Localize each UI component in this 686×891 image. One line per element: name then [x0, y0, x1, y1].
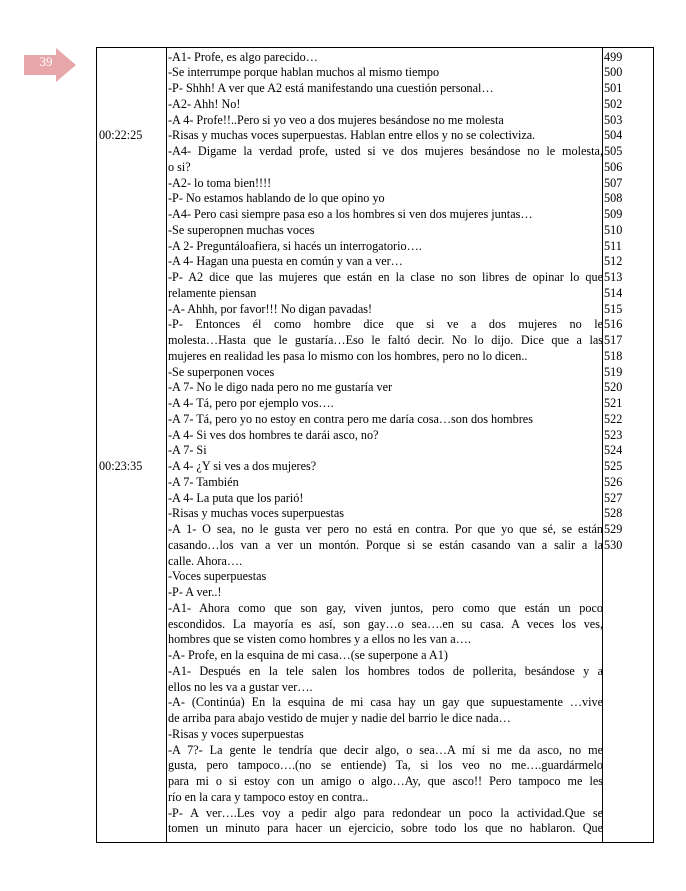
- timestamp-column: [97, 48, 167, 842]
- transcript-line: -Se superponen voces: [168, 364, 275, 379]
- transcript-line: -A2- lo toma bien!!!!: [168, 175, 272, 190]
- transcript-line: -P- Entonces él como hombre dice que si ve a dos mujeres no le: [168, 317, 603, 332]
- transcript-line: -A4- Digame la verdad profe, usted si ve dos mujeres besándose no le molesta,: [168, 144, 603, 158]
- transcript-line: -A- Profe, en la esquina de mi casa…(se superpone a A1): [168, 648, 448, 662]
- line-number: [603, 757, 604, 773]
- line-number: 516: [604, 317, 623, 332]
- line-number: 502: [604, 96, 623, 111]
- transcript-line: -A1- Profe, es algo parecido…: [168, 49, 318, 64]
- transcript-line: -A 4- La puta que los parió!: [168, 490, 304, 505]
- transcript-line: relamente piensan: [168, 285, 257, 300]
- transcript-table: [96, 47, 654, 843]
- transcript-line: río en la cara y tampoco estoy en contra..: [168, 789, 369, 804]
- transcript-line: -A- (Continúa) En la esquina de mi casa hay un gay que supuestamente …vive: [168, 695, 603, 710]
- timestamp: 00:22:25: [99, 128, 143, 143]
- page-number-marker: [24, 48, 76, 82]
- transcript-line: para mi o si estoy con un amigo o algo…Ay, que asco!! Pero tampoco me les: [168, 774, 603, 788]
- transcript-line: -A 7- Tá, pero yo no estoy en contra pero me daría cosa…son dos hombres: [168, 411, 533, 426]
- line-number: [603, 773, 604, 789]
- line-number: [603, 805, 604, 821]
- line-number: [603, 663, 604, 679]
- line-number: 529: [604, 522, 623, 536]
- transcript-line: casando…los van a ver un montón. Porque si se están casando van a salir a la: [168, 537, 603, 552]
- line-number: 520: [604, 380, 623, 395]
- transcript-line: o si?: [168, 159, 191, 174]
- transcript-line: -A 7- No le digo nada pero no me gustaría ver: [168, 380, 393, 395]
- line-number: 507: [604, 175, 623, 190]
- transcript-line: -A 2- Preguntáloafiera, si hacés un interrogatorio….: [168, 238, 422, 253]
- line-number: [603, 679, 604, 695]
- transcript-line: -Risas y muchas voces superpuestas. Hablan entre ellos y no se colectiviza.: [168, 128, 536, 143]
- transcript-line: gusta, pero tampoco….(no se entiende) Ta, si los veo no me….guardármelo: [168, 758, 603, 773]
- transcript-line: molesta…Hasta que le gustaría…Eso le faltó decir. No lo dijo. Dice que a las: [168, 333, 603, 347]
- transcript-line: -Se superopnen muchas voces: [168, 222, 315, 237]
- line-number: [603, 820, 604, 836]
- line-number: 510: [604, 222, 623, 237]
- transcript-line: -P- A ver….Les voy a pedir algo para redondear un poco la actividad.Que se: [168, 805, 603, 820]
- transcript-line: -A 7- También: [168, 474, 239, 489]
- line-number: 506: [604, 159, 623, 174]
- page-number: 39: [39, 54, 53, 69]
- transcript-line: -A 4- ¿Y si ves a dos mujeres?: [168, 459, 317, 473]
- line-number: 521: [604, 396, 623, 410]
- transcript-line: -A 7- Si: [168, 443, 207, 458]
- transcript-line: escondidos. La mayoría es así, son gay…o sea….en su casa. A veces los ves,: [168, 616, 603, 631]
- line-number: [603, 789, 604, 805]
- line-number: [603, 710, 604, 726]
- transcript-line: -A 4- Profe!!..Pero si yo veo a dos mujeres besándose no me molesta: [168, 112, 504, 127]
- line-number: [603, 553, 604, 569]
- line-number: 530: [604, 537, 623, 552]
- line-number: [603, 616, 604, 632]
- line-number: 527: [604, 490, 623, 505]
- transcript-line: mujeres en realidad les pasa lo mismo con los hombres, pero no lo dicen..: [168, 348, 528, 363]
- line-number: 504: [604, 128, 623, 143]
- line-number: 499: [604, 49, 623, 64]
- transcript-line: tomen un minuto para hacer un ejercicio, sobre todo los que no hablaron. Que: [168, 821, 603, 836]
- line-number: 515: [604, 301, 623, 316]
- transcript-line: -A 4- Tá, pero por ejemplo vos….: [168, 396, 334, 410]
- transcript-line: -Risas y voces superpuestas: [168, 726, 304, 741]
- line-number: 512: [604, 254, 623, 269]
- line-number: [603, 584, 604, 600]
- line-number: 517: [604, 333, 623, 347]
- line-number: 518: [604, 348, 623, 363]
- line-number: 503: [604, 112, 623, 127]
- line-number-column: [603, 48, 654, 842]
- transcript-text-column: [167, 48, 603, 842]
- transcript-line: -P- A ver..!: [168, 585, 222, 599]
- line-number: [603, 742, 604, 758]
- line-number: 508: [604, 191, 623, 206]
- timestamp: 00:23:35: [99, 459, 143, 473]
- line-number: 526: [604, 474, 623, 489]
- line-number: 511: [604, 238, 622, 253]
- transcript-line: -Risas y muchas voces superpuestas: [168, 506, 345, 521]
- transcript-line: hombres que se visten como hombres y a ellos no les van a….: [168, 632, 471, 647]
- line-number: 525: [604, 459, 623, 473]
- transcript-line: -P- No estamos hablando de lo que opino yo: [168, 191, 385, 206]
- transcript-line: -A 1- O sea, no le gusta ver pero no está en contra. Por que yo que sé, se están: [168, 522, 603, 536]
- line-number: 524: [604, 443, 623, 458]
- transcript-line: calle. Ahora….: [168, 553, 243, 568]
- line-number: [603, 568, 604, 584]
- line-number: [603, 600, 604, 616]
- line-number: 500: [604, 65, 623, 80]
- line-number: 519: [604, 364, 623, 379]
- line-number: [603, 726, 604, 742]
- transcript-line: -P- A2 dice que las mujeres que están en la clase no son libres de opinar lo que: [168, 270, 603, 284]
- line-number: 514: [604, 285, 623, 300]
- transcript-line: -P- Shhh! A ver que A2 está manifestando una cuestión personal…: [168, 81, 494, 95]
- transcript-line: -A 4- Hagan una puesta en común y van a ver…: [168, 254, 403, 269]
- transcript-line: -Se interrumpe porque hablan muchos al mismo tiempo: [168, 65, 440, 80]
- transcript-line: -A 4- Si ves dos hombres te darái asco, no?: [168, 427, 379, 442]
- line-number: [603, 694, 604, 710]
- line-number: 501: [604, 81, 623, 95]
- line-number: [603, 631, 604, 647]
- line-number: [603, 647, 604, 663]
- transcript-line: -A4- Pero casi siempre pasa eso a los hombres si ven dos mujeres juntas…: [168, 207, 533, 221]
- line-number: 513: [604, 270, 623, 284]
- line-number: 523: [604, 427, 623, 442]
- transcript-line: -A1- Ahora como que son gay, viven juntos, pero como que están un poco: [168, 600, 603, 615]
- transcript-line: -Voces superpuestas: [168, 569, 267, 584]
- line-number: 528: [604, 506, 623, 521]
- transcript-line: -A1- Después en la tele salen los hombres todos de pollerita, besándose y a: [168, 663, 603, 678]
- transcript-line: -A- Ahhh, por favor!!! No digan pavadas!: [168, 301, 373, 316]
- transcript-line: ellos no les va a gustar ver….: [168, 679, 313, 694]
- line-number: 505: [604, 144, 623, 158]
- transcript-line: -A 7?- La gente le tendría que decir algo, o sea…A mí si me da asco, no me: [168, 742, 603, 757]
- line-number: 509: [604, 207, 623, 221]
- transcript-line: -A2- Ahh! No!: [168, 96, 241, 111]
- line-number: 522: [604, 411, 623, 426]
- transcript-line: de arriba para abajo vestido de mujer y nadie del barrio le dice nada…: [168, 711, 511, 725]
